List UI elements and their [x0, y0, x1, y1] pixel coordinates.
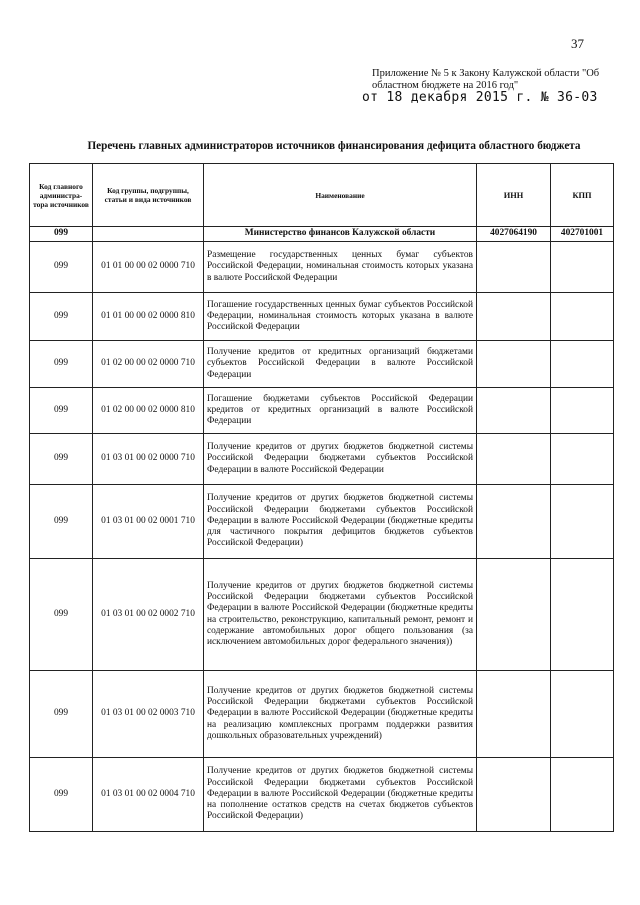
row-source-code: 01 03 01 00 02 0000 710	[93, 434, 204, 485]
row-name: Погашение государственных ценных бумаг субъектов Российской Федерации, номинальная стоимость которых указана в валюте Российской Федерации	[204, 293, 477, 341]
header-admin-code: Код главного администра-тора источников	[30, 164, 93, 227]
ministry-admin-code: 099	[30, 227, 93, 242]
row-admin-code: 099	[30, 388, 93, 434]
table-row	[30, 434, 614, 485]
table-row	[30, 559, 614, 671]
row-kpp	[551, 242, 614, 293]
table-row	[30, 485, 614, 559]
row-source-code: 01 03 01 00 02 0004 710	[93, 758, 204, 832]
row-inn	[477, 485, 551, 559]
table-row	[30, 388, 614, 434]
row-admin-code: 099	[30, 341, 93, 388]
row-inn	[477, 434, 551, 485]
ministry-inn: 4027064190	[477, 227, 551, 242]
row-admin-code: 099	[30, 434, 93, 485]
row-source-code: 01 01 00 00 02 0000 810	[93, 293, 204, 341]
header-source-code: Код группы, подгруппы, статьи и вида источников	[93, 164, 204, 227]
row-kpp	[551, 388, 614, 434]
row-name: Погашение бюджетами субъектов Российской Федерации кредитов от кредитных организаций в валюте Российской Федерации	[204, 388, 477, 434]
row-admin-code: 099	[30, 242, 93, 293]
table-row	[30, 341, 614, 388]
header-kpp: КПП	[551, 164, 614, 227]
header-name: Наименование	[204, 164, 477, 227]
row-kpp	[551, 485, 614, 559]
document-title: Перечень главных администраторов источников финансирования дефицита областного бюджета	[87, 140, 581, 152]
row-inn	[477, 671, 551, 758]
row-inn	[477, 388, 551, 434]
header-inn: ИНН	[477, 164, 551, 227]
row-name: Получение кредитов от других бюджетов бюджетной системы Российской Федерации бюджетами субъектов Российской Федерации в валюте Российской Федерации (бюджетные кредиты на пополнение остатков средств на счетах бюджетов субъектов Российской Федерации)	[204, 758, 477, 832]
table-row	[30, 671, 614, 758]
table-row	[30, 293, 614, 341]
row-kpp	[551, 559, 614, 671]
row-source-code: 01 03 01 00 02 0002 710	[93, 559, 204, 671]
row-name: Получение кредитов от других бюджетов бюджетной системы Российской Федерации бюджетами субъектов Российской Федерации в валюте Российской Федерации (бюджетные кредиты на строительство, реконструкцию, капитальный ремонт, ремонт и содержание автомобильных дорог общего пользования (за исключением автомобильных дорог федерального значения))	[204, 559, 477, 671]
row-name: Размещение государственных ценных бумаг субъектов Российской Федерации, номинальная стоимость которых указана в валюте Российской Федерации	[204, 242, 477, 293]
appendix-date: от 18 декабря 2015 г. № 36-03	[362, 90, 598, 105]
row-name: Получение кредитов от кредитных организаций бюджетами субъектов Российской Федерации в валюте Российской Федерации	[204, 341, 477, 388]
row-inn	[477, 293, 551, 341]
row-inn	[477, 559, 551, 671]
ministry-row	[30, 227, 614, 242]
table-row	[30, 758, 614, 832]
row-source-code: 01 02 00 00 02 0000 810	[93, 388, 204, 434]
ministry-source-code	[93, 227, 204, 242]
row-admin-code: 099	[30, 758, 93, 832]
table-header-row	[30, 164, 614, 227]
row-kpp	[551, 758, 614, 832]
row-name: Получение кредитов от других бюджетов бюджетной системы Российской Федерации бюджетами субъектов Российской Федерации в валюте Российской Федерации (бюджетные кредиты для частичного покрытия дефицитов бюджетов субъектов Российской Федерации)	[204, 485, 477, 559]
row-admin-code: 099	[30, 293, 93, 341]
table-row	[30, 242, 614, 293]
row-name: Получение кредитов от других бюджетов бюджетной системы Российской Федерации бюджетами субъектов Российской Федерации в валюте Российской Федерации (бюджетные кредиты на реализацию комплексных программ поддержки развития дошкольных образовательных учреждений)	[204, 671, 477, 758]
row-kpp	[551, 434, 614, 485]
administrators-table	[29, 163, 614, 832]
row-inn	[477, 758, 551, 832]
row-inn	[477, 242, 551, 293]
appendix-line-1: Приложение № 5 к Закону Калужской области "Об	[372, 68, 600, 79]
row-name: Получение кредитов от других бюджетов бюджетной системы Российской Федерации бюджетами субъектов Российской Федерации в валюте Российской Федерации	[204, 434, 477, 485]
row-admin-code: 099	[30, 671, 93, 758]
row-source-code: 01 01 00 00 02 0000 710	[93, 242, 204, 293]
row-source-code: 01 02 00 00 02 0000 710	[93, 341, 204, 388]
row-source-code: 01 03 01 00 02 0003 710	[93, 671, 204, 758]
page-number: 37	[571, 36, 584, 51]
row-kpp	[551, 341, 614, 388]
row-inn	[477, 341, 551, 388]
row-source-code: 01 03 01 00 02 0001 710	[93, 485, 204, 559]
ministry-name: Министерство финансов Калужской области	[204, 227, 477, 242]
row-kpp	[551, 671, 614, 758]
appendix-note	[372, 68, 612, 92]
row-admin-code: 099	[30, 485, 93, 559]
appendix-line-2: областном бюджете на 2016 год"	[372, 80, 519, 91]
ministry-kpp: 402701001	[551, 227, 614, 242]
row-admin-code: 099	[30, 559, 93, 671]
row-kpp	[551, 293, 614, 341]
